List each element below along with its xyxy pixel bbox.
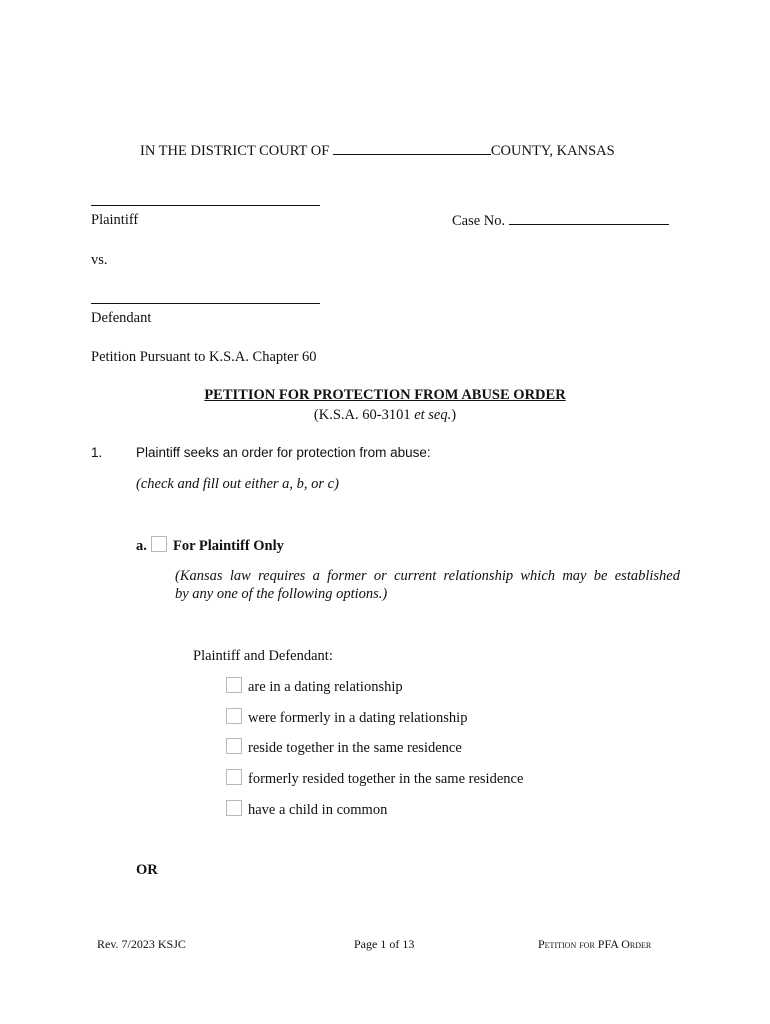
title-text: PETITION FOR PROTECTION FROM ABUSE ORDER [204, 387, 566, 403]
footer-revision: Rev. 7/2023 KSJC [97, 937, 186, 951]
option-a-note-line1: (Kansas law requires a former or current relationship which may be established [175, 568, 680, 584]
footer-document-name: Petition for PFA Order [538, 937, 652, 951]
court-header [140, 142, 615, 160]
option-a-letter: a. [136, 538, 147, 554]
relationship-option: reside together in the same residence [248, 740, 462, 756]
relationship-intro: Plaintiff and Defendant: [193, 648, 333, 664]
footer-page-number: Page 1 of 13 [354, 937, 415, 951]
relationship-option: are in a dating relationship [248, 679, 403, 695]
statute-prefix: (K.S.A. 60-3101 [313, 407, 415, 423]
relationship-option: were formerly in a dating relationship [248, 710, 468, 726]
defendant-label: Defendant [91, 310, 152, 326]
relationship-checkbox[interactable] [226, 769, 242, 785]
or-label: OR [136, 862, 158, 878]
relationship-checkbox[interactable] [226, 708, 242, 724]
statute-italic: et seq. [414, 407, 452, 423]
relationship-checkbox[interactable] [226, 800, 242, 816]
case-number [452, 212, 669, 230]
statute-reference [0, 407, 770, 424]
court-suffix: COUNTY, KANSAS [490, 143, 615, 159]
section-number: 1. [91, 445, 103, 460]
section-text: Plaintiff seeks an order for protection from abuse: [136, 445, 431, 460]
relationship-checkbox[interactable] [226, 738, 242, 754]
court-prefix: IN THE DISTRICT COURT OF [140, 143, 330, 159]
relationship-option: have a child in common [248, 802, 388, 818]
statute-suffix: ) [451, 407, 457, 423]
page-title [0, 387, 770, 404]
option-a-note-line2: by any one of the following options.) [175, 586, 388, 602]
defendant-name-field[interactable] [91, 303, 320, 304]
case-no-label: Case No. [452, 213, 506, 229]
option-a-heading: For Plaintiff Only [173, 538, 284, 554]
option-a-checkbox[interactable] [151, 536, 167, 552]
relationship-option: formerly resided together in the same residence [248, 771, 524, 787]
petition-pursuant: Petition Pursuant to K.S.A. Chapter 60 [91, 349, 317, 365]
county-field[interactable] [333, 142, 491, 155]
vs-label: vs. [91, 252, 108, 268]
case-number-field[interactable] [509, 212, 669, 225]
relationship-checkbox[interactable] [226, 677, 242, 693]
plaintiff-label: Plaintiff [91, 212, 139, 228]
section-instruction: (check and fill out either a, b, or c) [136, 476, 339, 492]
plaintiff-name-field[interactable] [91, 205, 320, 206]
